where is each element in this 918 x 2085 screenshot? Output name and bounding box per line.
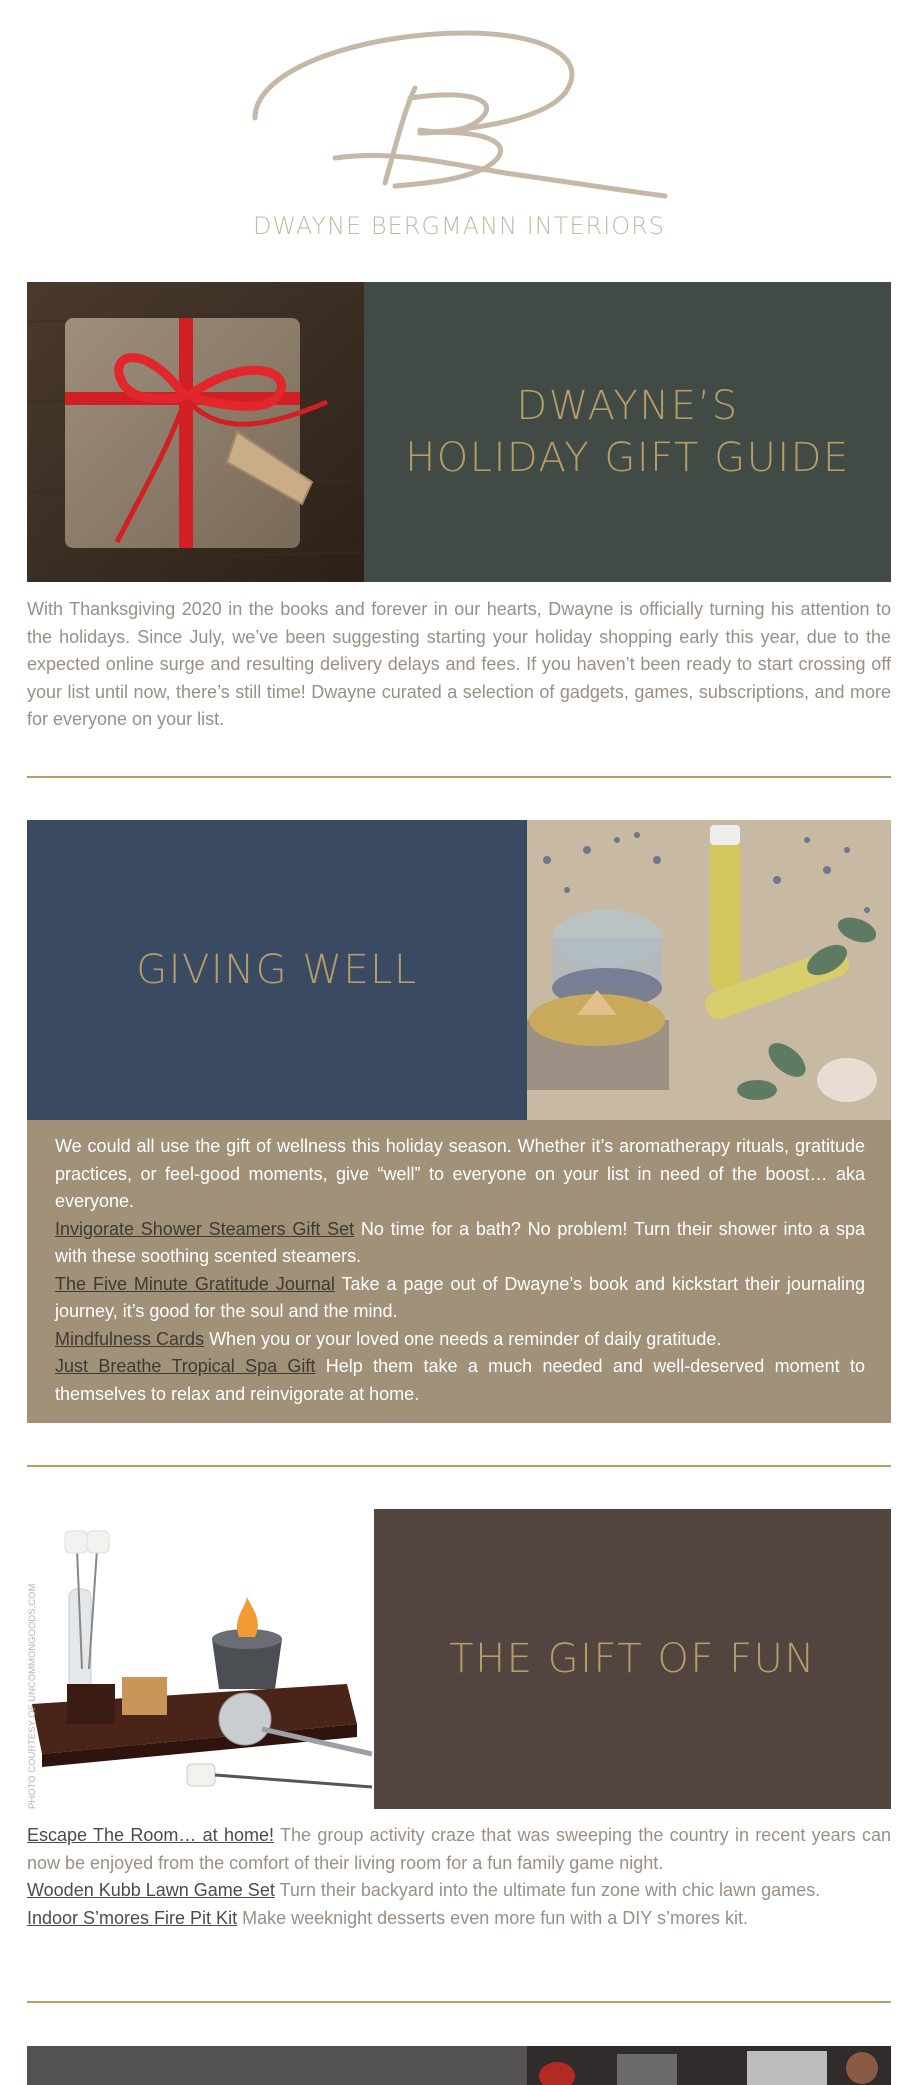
hero-title-line2: HOLIDAY GIFT GUIDE <box>405 435 850 481</box>
next-section-title-panel <box>27 2046 527 2085</box>
list-item <box>27 1905 891 1933</box>
hero-title-panel <box>364 282 891 582</box>
hero-intro: With Thanksgiving 2020 in the books and forever in our hearts, Dwayne is officially turning his attention to the holidays. Since July, we’ve been suggesting starting your holiday shopping early this year, due to the expected online surge and resulting delivery delays and fees. If you haven’t been ready to start crossing off your list until now, there’s still time! Dwayne curated a selection of gadgets, games, subscriptions, and more for everyone on your list. <box>27 599 891 729</box>
list-item <box>55 1326 865 1354</box>
giving-well-title: GIVING WELL <box>136 947 418 993</box>
hero-title-line1: DWAYNE’S <box>516 383 739 429</box>
hero-title <box>364 282 891 582</box>
section-divider <box>27 2001 891 2003</box>
list-item <box>55 1353 865 1408</box>
spa-gift-link[interactable]: Just Breathe Tropical Spa Gift <box>55 1356 316 1376</box>
giving-well-content <box>55 1133 865 1408</box>
list-item-text: Help them take a much needed and well-deserved moment to themselves to relax and reinvigorate at home. <box>55 1356 865 1404</box>
list-item-text: No time for a bath? No problem! Turn their shower into a spa with these soothing scented steamers. <box>55 1218 865 1266</box>
list-item-text: When you or your loved one needs a reminder of daily gratitude. <box>204 1328 722 1349</box>
gift-box-icon <box>27 282 364 582</box>
escape-room-link[interactable]: Escape The Room… at home! <box>27 1825 275 1845</box>
kubb-game-link[interactable]: Wooden Kubb Lawn Game Set <box>27 1880 275 1900</box>
giving-well-intro: We could all use the gift of wellness this holiday season. Whether it’s aromatherapy rituals, gratitude practices, or feel-good moments, give “well” to everyone on your list in need of the boost… aka everyone. <box>55 1136 865 1211</box>
list-item-text: Turn their backyard into the ultimate fun zone with chic lawn games. <box>274 1880 821 1900</box>
list-item-text: Make weeknight desserts even more fun with a DIY s’mores kit. <box>237 1907 748 1928</box>
gift-of-fun-title-panel <box>374 1509 891 1809</box>
section-divider <box>27 776 891 778</box>
aromatherapy-icon <box>527 820 891 1120</box>
list-item <box>27 1822 891 1877</box>
mindfulness-cards-link[interactable]: Mindfulness Cards <box>55 1328 205 1349</box>
smores-kit-link[interactable]: Indoor S’mores Fire Pit Kit <box>27 1907 238 1928</box>
next-section-image[interactable] <box>527 2046 891 2085</box>
giving-well-image[interactable] <box>527 820 891 1120</box>
list-item <box>27 1877 891 1905</box>
list-item <box>55 1216 865 1271</box>
shower-steamers-link[interactable]: Invigorate Shower Steamers Gift Set <box>55 1218 355 1239</box>
gift-of-fun-image[interactable] <box>27 1509 374 1809</box>
list-item-text: The group activity craze that was sweeping the country in recent years can now be enjoyed from the comfort of their living room for a fun family game night. <box>27 1825 891 1873</box>
photo-credit: PHOTO COURTESY OF UNCOMMONGOODS.COM <box>27 1583 38 1809</box>
giving-well-title-panel <box>27 820 527 1120</box>
list-item <box>55 1271 865 1326</box>
gift-of-fun-content <box>27 1822 891 1932</box>
monogram-logo-icon <box>245 28 675 203</box>
logo-wordmark: DWAYNE BERGMANN INTERIORS <box>252 212 666 240</box>
kitchen-gadgets-icon <box>527 2046 891 2085</box>
hero-image[interactable] <box>27 282 364 582</box>
gift-of-fun-title: THE GIFT OF FUN <box>449 1636 816 1682</box>
section-divider <box>27 1465 891 1467</box>
smores-kit-icon <box>27 1509 374 1809</box>
gratitude-journal-link[interactable]: The Five Minute Gratitude Journal <box>55 1273 335 1294</box>
giving-well-text-panel <box>27 1120 891 1423</box>
list-item-text: Take a page out of Dwayne’s book and kickstart their journaling journey, it’s good for the soul and the mind. <box>55 1273 865 1321</box>
